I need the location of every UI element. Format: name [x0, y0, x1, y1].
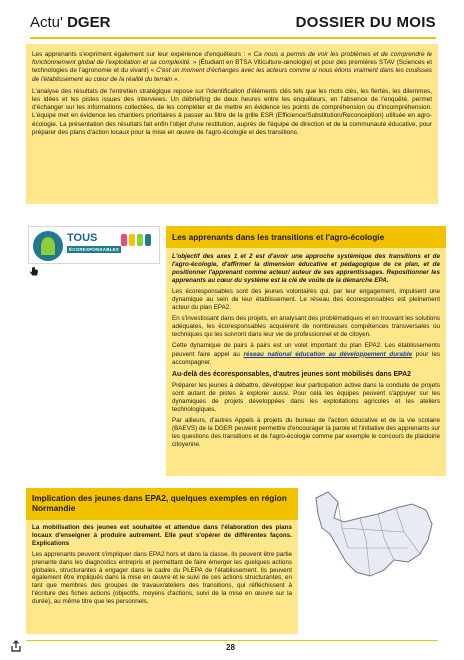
transitions-panel-title: Les apprenants dans les transitions et l'agro-écologie	[166, 226, 446, 248]
intro-paragraph-1: Les apprenants s'expriment également sur leur expérience d'enquêteurs : « Ca nous a permis de voir les problèmes et de comprendre le fonctionnement global de l'exploitation et sa complexité. » (Étudiant en BTSA Viticulture-œnologie) et pour des premières STAV (Sciences et technologies de l'agronomie et du vivant) « C'est un moment d'échanges avec les acteurs comme si nous étions vraiment dans les coulisses de l'établissement au cœur de la réalité du terrain ».	[32, 51, 432, 83]
panel-subtitle: Au-delà des écoresponsables, d'autres jeunes sont mobilisés dans EPA2	[172, 370, 411, 378]
panel-paragraph-5: Préparer les jeunes à débattre, développer leur participation active dans la conduite de projets sont autant de pistes à explorer aussi. Pour cela les équipes peuvent s'appuyer sur les dynamiques de projets développées dans les exploitations agricoles et les ateliers technologiques.	[172, 381, 440, 413]
normandie-panel-body	[32, 524, 292, 609]
header-divider	[30, 37, 436, 39]
panel-paragraph-6: Par ailleurs, d'autres Appels à projets du bureau de l'action éducative et de la vie scolaire (BAEVS) de la DGER peuvent permettre d'encourager la parole et l'initiative des apprenants sur les questions des transitions et de l'agro-écologie comme par exemple le concours de plaidoirie citoyenne.	[172, 416, 440, 448]
network-link[interactable]: réseau national éducation au développement durable	[243, 350, 413, 358]
brand-dger: DGER	[67, 14, 111, 31]
normandie-map-icon	[308, 488, 438, 584]
normandie-panel	[26, 488, 298, 634]
panel-paragraph-3: En s'investissant dans des projets, en analysant des problématiques et en trouvant les solutions adéquates, les écoresponsables acquièrent de nombreuses compétences transversales ou techniques qui les suivront dans leur vie de professionnel et de citoyen.	[172, 315, 440, 339]
share-icon[interactable]	[10, 640, 22, 652]
normandie-panel-title: Implication des jeunes dans EPA2, quelques exemples en région Normandie	[26, 488, 298, 520]
logo-title: TOUS	[67, 232, 98, 244]
section-title: DOSSIER DU MOIS	[295, 14, 436, 31]
footer-divider	[26, 640, 438, 641]
panel-lead: L'objectif des axes 1 et 2 est d'avoir une approche systémique des transitions et de l'agro-écologie, d'affirmer la dimension éducative et pédagogique de ce plan, et de positionner l'apprenant comme acteur/ auteur de ses apprentissages. Repositionner les apprenants au cœur du système est la clé de voûte de la démarche EPA.	[172, 253, 440, 285]
hand-pointer-icon[interactable]	[28, 266, 40, 278]
logo-subtitle: ÉCORESPONSABLES	[69, 247, 120, 252]
logo-decoration	[121, 233, 157, 247]
logo-emblem-icon	[33, 231, 63, 261]
intro-block	[26, 44, 438, 204]
panel-paragraph-2: Les écoresponsables sont des jeunes volontaires qui, par leur engagement, impulsent une dynamique au sein de leur établissement. Le réseau des écoresponsables est pleinement acteur du plan EPA2.	[172, 288, 440, 312]
intro-paragraph-2: L'analyse des résultats de l'entretien stratégique repose sur l'identification d'éléments clés tels que les mots clés, les fiertés, les dilemmes, les idées et les pistes issues des interviews. Un débriefing de deux heures entre les enquêteurs, en l'absence de l'enquêté, permet d'échanger sur les informations collectées, de les compléter et de mettre en évidence les points de compréhension ou d'incompréhension. L'équipe met en évidence les chantiers prioritaires à passer au filtre de la grille ESR (Efficience/Substitution/Reconception) utilisée en agro-écologie. La présentation des résultats fait enfin l'objet d'une restitution, auprès de l'équipe de direction et de la communauté éducative, pour préparer des plans d'action locaux pour la mise en œuvre de l'agro-écologie et des transitions.	[32, 87, 432, 136]
panel-paragraph-4: Cette dynamique de pairs à pairs est un volet important du plan EPA2. Les établissements peuvent faire appel au réseau national éducation au développement durable pour les accompagner.	[172, 342, 440, 366]
brand-actu: Actu'	[30, 14, 63, 31]
page-number: 28	[226, 643, 235, 652]
ecoresponsables-logo[interactable]	[28, 226, 160, 264]
brand-title	[30, 14, 110, 31]
normandie-lead: La mobilisation des jeunes est souhaitée et attendue dans l'élaboration des plans locaux d'enseigner à produire autrement. Elle peut s'opérer de différentes façons. Explications	[32, 524, 292, 547]
transitions-panel-body	[172, 253, 440, 452]
page-header	[30, 14, 436, 36]
transitions-panel	[166, 226, 446, 476]
normandie-paragraph-2: Les apprenants peuvent s'impliquer dans EPA2 hors et dans la classe. Ils peuvent être partie prenante dans les diagnostics entrepris et permettant de faire émerger les quelques actions globales, structurantes à engager dans le cadre du PLEPA de l'établissement. Ils peuvent également être impliqués dans la mise en œuvre et le suivi de ces actions structurantes, en tant que membres des groupes de travaux/ateliers des transitions, qui réfléchissent à l'écriture des fiches actions (objectifs, moyens d'actions, suivi de la mise en œuvre sur la durée), au même titre que les personnels.	[32, 550, 292, 606]
normandie-map	[308, 488, 438, 584]
